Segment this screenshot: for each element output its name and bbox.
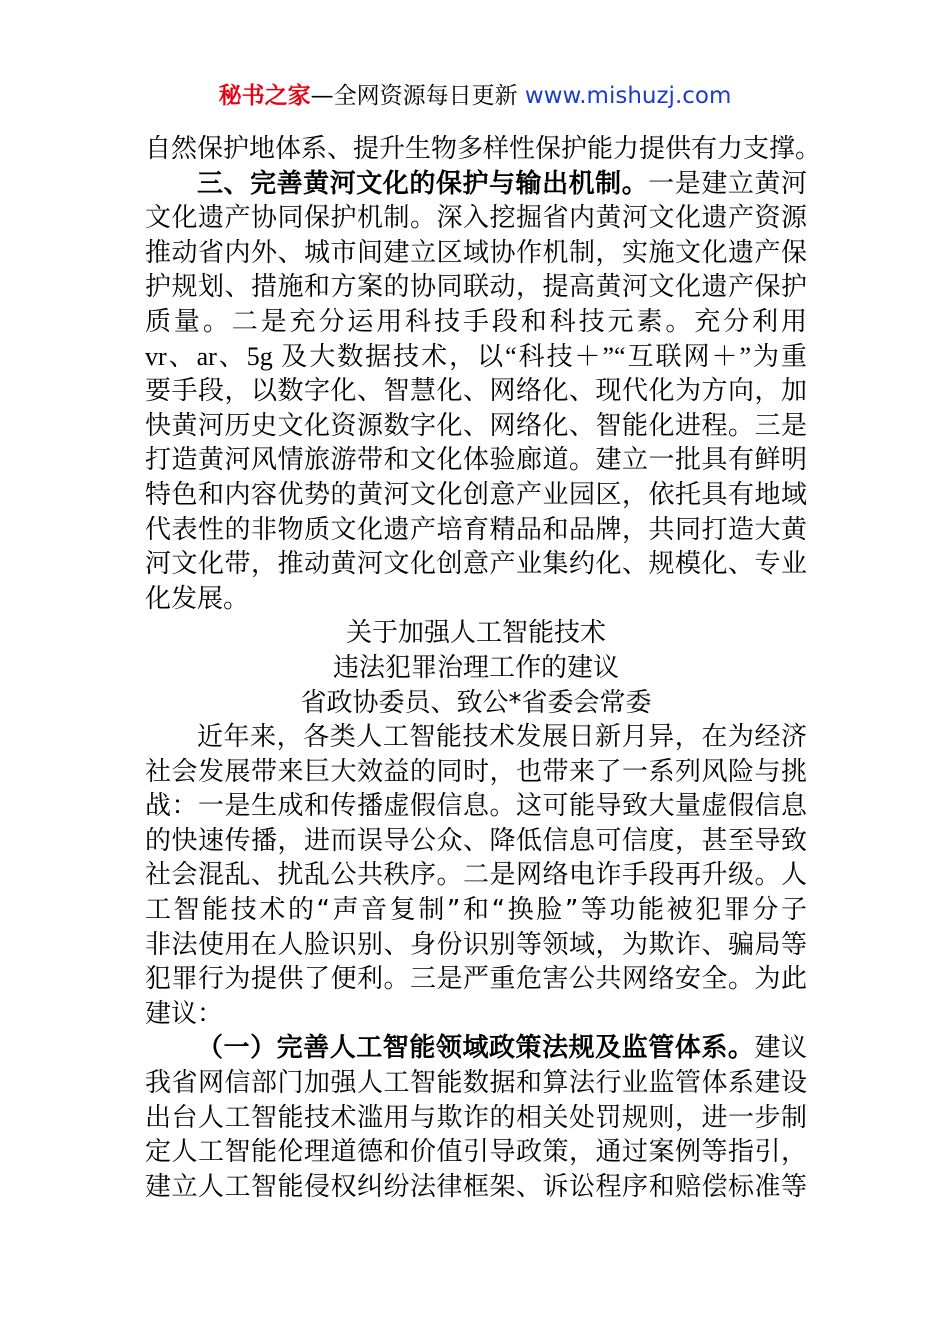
text-line: 定人工智能伦理道德和价值引导政策，通过案例等指引，: [145, 1137, 807, 1168]
text-line: 社会混乱、扰乱公共秩序。二是网络电诈手段再升级。人: [145, 860, 807, 891]
text-line: 文化遗产协同保护机制。深入挖掘省内黄河文化遗产资源: [145, 203, 807, 234]
text-fragment: 一是建立黄河: [648, 168, 807, 199]
site-url[interactable]: www.mishuzj.com: [524, 83, 732, 109]
text-line: 建议：: [145, 998, 224, 1029]
document-body: [145, 132, 822, 1204]
page-header: [0, 80, 950, 112]
text-line: 河文化带，推动黄河文化创意产业集约化、规模化、专业: [145, 549, 807, 580]
text-line: 建立人工智能侵权纠纷法律框架、诉讼程序和赔偿标准等: [145, 1171, 807, 1202]
text-line: 战：一是生成和传播虚假信息。这可能导致大量虚假信息: [145, 791, 807, 822]
text-line: 快黄河历史文化资源数字化、网络化、智能化进程。三是: [145, 410, 807, 441]
proposal-title-line-2: 违法犯罪治理工作的建议: [332, 652, 619, 683]
proposal-author: 省政协委员、致公*省委会常委: [300, 687, 652, 718]
proposal-title-line-1: 关于加强人工智能技术: [345, 618, 606, 649]
text-line: 犯罪行为提供了便利。三是严重危害公共网络安全。为此: [145, 964, 807, 995]
text-line: 自然保护地体系、提升生物多样性保护能力提供有力支撑。: [145, 134, 822, 164]
text-line: 社会发展带来巨大效益的同时，也带来了一系列风险与挑: [145, 756, 807, 787]
text-line: vr、ar、5g 及大数据技术，以“科技＋”“互联网＋”为重: [145, 341, 807, 371]
subsection-heading-line: [145, 1031, 807, 1066]
text-line: 特色和内容优势的黄河文化创意产业园区，依托具有地域: [145, 479, 807, 510]
text-line: 代表性的非物质文化遗产培育精品和品牌，共同打造大黄: [145, 514, 807, 545]
text-line: 出台人工智能技术滥用与欺诈的相关处罚规则，进一步制: [145, 1102, 807, 1133]
text-line: 化发展。: [145, 583, 250, 614]
text-line: 要手段，以数字化、智慧化、网络化、现代化为方向，加: [145, 376, 807, 407]
text-line: 工智能技术的“声音复制”和“换脸”等功能被犯罪分子: [145, 895, 807, 926]
text-line: 打造黄河风情旅游带和文化体验廊道。建立一批具有鲜明: [145, 445, 807, 476]
text-line: 近年来，各类人工智能技术发展日新月异，在为经济: [197, 722, 807, 753]
text-fragment: 建议: [754, 1033, 807, 1064]
text-line: 护规划、措施和方案的协同联动，提高黄河文化遗产保护: [145, 272, 807, 303]
text-line: 推动省内外、城市间建立区域协作机制，实施文化遗产保: [145, 237, 807, 268]
section-heading: 三、完善黄河文化的保护与输出机制。: [197, 168, 649, 199]
section-heading-line: [145, 167, 807, 202]
subsection-heading: （一）完善人工智能领域政策法规及监管体系。: [197, 1033, 755, 1064]
brand-name: 秘书之家: [218, 83, 311, 109]
text-line: 非法使用在人脸识别、身份识别等领域，为欺诈、骗局等: [145, 929, 807, 960]
header-slogan: —全网资源每日更新: [310, 83, 525, 109]
text-line: 质量。二是充分运用科技手段和科技元素。充分利用: [145, 306, 807, 337]
text-line: 我省网信部门加强人工智能数据和算法行业监管体系建设: [145, 1068, 807, 1099]
text-line: 的快速传播，进而误导公众、降低信息可信度，甚至导致: [145, 825, 807, 856]
